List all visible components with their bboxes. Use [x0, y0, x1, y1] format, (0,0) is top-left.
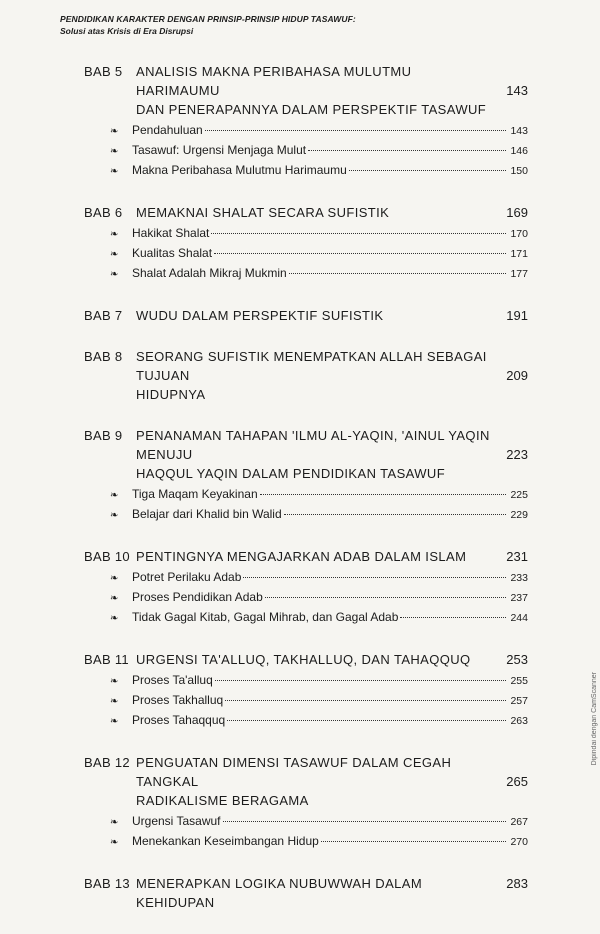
- chapter-number: BAB 12: [84, 755, 130, 770]
- chapter-title-line: PENANAMAN TAHAPAN 'ILMU AL-YAQIN, 'AINUL YAQIN MENUJU: [136, 428, 490, 462]
- subsection-title: Proses Ta'alluq: [132, 673, 213, 687]
- chapter-page-number: 231: [506, 549, 528, 564]
- chapter-row: [84, 306, 528, 325]
- subsection-list: [84, 121, 528, 181]
- subsection-title: Potret Perilaku Adab: [132, 570, 242, 584]
- chapter-title-line: HIDUPNYA: [136, 387, 206, 402]
- chapter-title-line: MENERAPKAN LOGIKA NUBUWWAH DALAM KEHIDUPAN: [136, 876, 423, 910]
- subsection-item: [110, 161, 528, 181]
- subsection-page-number: 150: [510, 165, 528, 177]
- chapter-title: [136, 347, 492, 404]
- chapter-entry: [84, 874, 528, 912]
- subsection-title: Urgensi Tasawuf: [132, 814, 221, 828]
- subsection-item: [110, 671, 528, 691]
- header-subtitle: Solusi atas Krisis di Era Disrupsi: [60, 26, 194, 36]
- chapter-number: BAB 8: [84, 349, 123, 364]
- leaf-bullet-icon: ❧: [110, 716, 119, 727]
- dot-leader: [260, 494, 506, 495]
- subsection-item: [110, 608, 528, 628]
- subsection-item: [110, 121, 528, 141]
- subsection-page-number: 270: [510, 836, 528, 848]
- chapter-page-number: 209: [506, 368, 528, 383]
- dot-leader: [225, 700, 506, 701]
- chapter-title: [136, 547, 492, 566]
- leaf-bullet-icon: ❧: [110, 837, 119, 848]
- chapter-number: BAB 7: [84, 308, 123, 323]
- chapter-entry: [84, 306, 528, 325]
- chapter-title: [136, 650, 492, 669]
- chapter-entry: [84, 203, 528, 284]
- subsection-list: [84, 485, 528, 525]
- chapter-row: [84, 650, 528, 669]
- chapter-row: [84, 547, 528, 566]
- subsection-item: [110, 691, 528, 711]
- chapter-page-number: 253: [506, 652, 528, 667]
- chapter-title: [136, 426, 492, 483]
- subsection-title: Tidak Gagal Kitab, Gagal Mihrab, dan Gagal Adab: [132, 610, 399, 624]
- chapter-row: [84, 62, 528, 119]
- dot-leader: [215, 680, 506, 681]
- leaf-bullet-icon: ❧: [110, 229, 119, 240]
- subsection-item: [110, 224, 528, 244]
- leaf-bullet-icon: ❧: [110, 146, 119, 157]
- chapter-entry: [84, 62, 528, 181]
- chapter-page-number: 283: [506, 876, 528, 891]
- subsection-title: Kualitas Shalat: [132, 246, 213, 260]
- subsection-title: Makna Peribahasa Mulutmu Harimaumu: [132, 163, 347, 177]
- header-title: PENDIDIKAN KARAKTER DENGAN PRINSIP-PRINSIP HIDUP TASAWUF:: [60, 14, 356, 24]
- chapter-number: BAB 11: [84, 652, 129, 667]
- scanner-watermark: Dipindai dengan CamScanner: [591, 671, 598, 765]
- subsection-page-number: 171: [510, 248, 528, 260]
- subsection-page-number: 143: [510, 125, 528, 137]
- dot-leader: [243, 577, 506, 578]
- leaf-bullet-icon: ❧: [110, 166, 119, 177]
- dot-leader: [400, 617, 506, 618]
- dot-leader: [349, 170, 506, 171]
- chapter-title-line: DAN PENERAPANNYA DALAM PERSPEKTIF TASAWUF: [136, 102, 487, 117]
- chapter-title: [136, 874, 492, 912]
- dot-leader: [211, 233, 506, 234]
- chapter-title-line: ANALISIS MAKNA PERIBAHASA MULUTMU HARIMAUMU: [136, 64, 412, 98]
- leaf-bullet-icon: ❧: [110, 510, 119, 521]
- chapter-row: [84, 753, 528, 810]
- subsection-title: Belajar dari Khalid bin Walid: [132, 507, 282, 521]
- chapter-title-line: SEORANG SUFISTIK MENEMPATKAN ALLAH SEBAGAI TUJUAN: [136, 349, 487, 383]
- leaf-bullet-icon: ❧: [110, 593, 119, 604]
- subsection-list: [84, 671, 528, 731]
- leaf-bullet-icon: ❧: [110, 249, 119, 260]
- chapter-row: [84, 874, 528, 912]
- chapter-title-line: PENTINGNYA MENGAJARKAN ADAB DALAM ISLAM: [136, 549, 467, 564]
- subsection-page-number: 255: [510, 675, 528, 687]
- chapter-entry: [84, 547, 528, 628]
- subsection-title: Proses Tahaqquq: [132, 713, 226, 727]
- chapter-entry: [84, 347, 528, 404]
- chapter-page-number: 223: [506, 447, 528, 462]
- subsection-title: Shalat Adalah Mikraj Mukmin: [132, 266, 287, 280]
- chapter-entry: [84, 426, 528, 525]
- subsection-title: Tasawuf: Urgensi Menjaga Mulut: [132, 143, 307, 157]
- subsection-page-number: 267: [510, 816, 528, 828]
- dot-leader: [205, 130, 506, 131]
- chapter-number: BAB 13: [84, 876, 130, 891]
- subsection-page-number: 244: [510, 612, 528, 624]
- dot-leader: [223, 821, 507, 822]
- dot-leader: [289, 273, 506, 274]
- subsection-page-number: 233: [510, 572, 528, 584]
- chapter-number: BAB 10: [84, 549, 130, 564]
- chapter-number: BAB 9: [84, 428, 123, 443]
- running-header: [60, 14, 356, 36]
- chapter-page-number: 143: [506, 83, 528, 98]
- chapter-number: BAB 6: [84, 205, 123, 220]
- dot-leader: [214, 253, 506, 254]
- chapter-page-number: 191: [506, 308, 528, 323]
- leaf-bullet-icon: ❧: [110, 676, 119, 687]
- subsection-page-number: 177: [510, 268, 528, 280]
- subsection-title: Proses Takhalluq: [132, 693, 224, 707]
- chapter-row: [84, 426, 528, 483]
- subsection-title: Pendahuluan: [132, 123, 203, 137]
- subsection-page-number: 146: [510, 145, 528, 157]
- chapter-row: [84, 203, 528, 222]
- subsection-item: [110, 832, 528, 852]
- subsection-item: [110, 244, 528, 264]
- subsection-item: [110, 485, 528, 505]
- subsection-page-number: 225: [510, 489, 528, 501]
- chapter-title: [136, 306, 492, 325]
- chapter-page-number: 265: [506, 774, 528, 789]
- subsection-item: [110, 264, 528, 284]
- chapter-entry: [84, 650, 528, 731]
- chapter-row: [84, 347, 528, 404]
- dot-leader: [227, 720, 506, 721]
- subsection-list: [84, 568, 528, 628]
- chapter-title-line: WUDU DALAM PERSPEKTIF SUFISTIK: [136, 308, 384, 323]
- chapter-title: [136, 203, 492, 222]
- chapter-title-line: HAQQUL YAQIN DALAM PENDIDIKAN TASAWUF: [136, 466, 446, 481]
- leaf-bullet-icon: ❧: [110, 817, 119, 828]
- table-of-contents: [84, 62, 528, 934]
- chapter-number: BAB 5: [84, 64, 123, 79]
- subsection-list: [84, 812, 528, 852]
- subsection-title: Proses Pendidikan Adab: [132, 590, 263, 604]
- subsection-item: [110, 812, 528, 832]
- dot-leader: [265, 597, 506, 598]
- chapter-title-line: RADIKALISME BERAGAMA: [136, 793, 309, 808]
- dot-leader: [321, 841, 506, 842]
- leaf-bullet-icon: ❧: [110, 573, 119, 584]
- subsection-page-number: 229: [510, 509, 528, 521]
- subsection-item: [110, 568, 528, 588]
- chapter-title-line: PENGUATAN DIMENSI TASAWUF DALAM CEGAH TANGKAL: [136, 755, 452, 789]
- subsection-title: Tiga Maqam Keyakinan: [132, 487, 258, 501]
- subsection-item: [110, 588, 528, 608]
- subsection-item: [110, 711, 528, 731]
- dot-leader: [284, 514, 506, 515]
- subsection-list: [84, 224, 528, 284]
- subsection-page-number: 257: [510, 695, 528, 707]
- chapter-title-line: URGENSI TA'ALLUQ, TAKHALLUQ, DAN TAHAQQUQ: [136, 652, 471, 667]
- chapter-title-line: MEMAKNAI SHALAT SECARA SUFISTIK: [136, 205, 390, 220]
- subsection-item: [110, 141, 528, 161]
- dot-leader: [308, 150, 506, 151]
- chapter-page-number: 169: [506, 205, 528, 220]
- subsection-title: Menekankan Keseimbangan Hidup: [132, 834, 319, 848]
- subsection-item: [110, 505, 528, 525]
- leaf-bullet-icon: ❧: [110, 126, 119, 137]
- chapter-entry: [84, 753, 528, 852]
- chapter-title: [136, 753, 492, 810]
- subsection-page-number: 170: [510, 228, 528, 240]
- subsection-page-number: 263: [510, 715, 528, 727]
- chapter-title: [136, 62, 492, 119]
- subsection-page-number: 237: [510, 592, 528, 604]
- leaf-bullet-icon: ❧: [110, 613, 119, 624]
- subsection-title: Hakikat Shalat: [132, 226, 210, 240]
- leaf-bullet-icon: ❧: [110, 696, 119, 707]
- leaf-bullet-icon: ❧: [110, 269, 119, 280]
- leaf-bullet-icon: ❧: [110, 490, 119, 501]
